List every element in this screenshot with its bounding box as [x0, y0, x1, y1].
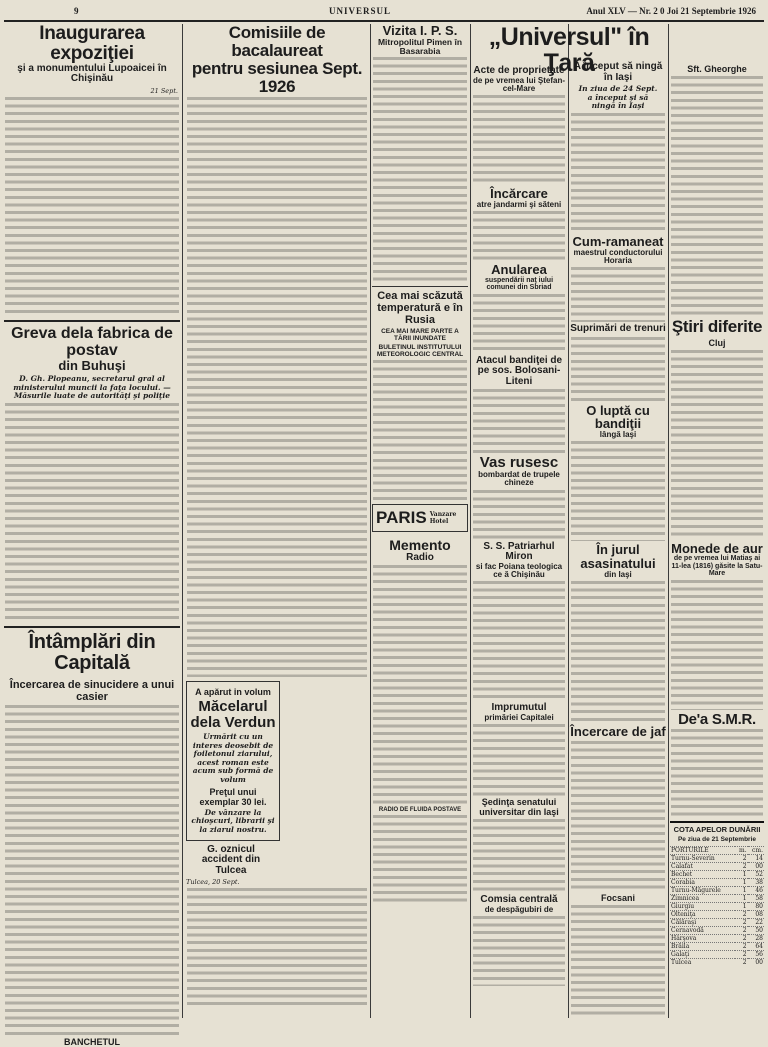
- port-name-cell: Bechet: [670, 871, 735, 879]
- port-name-cell: Olteniţa: [670, 911, 735, 919]
- port-name-cell: Calafat: [670, 863, 735, 871]
- subheadline-expozitie: şi a monumentului Lupoaicei în Chişinău: [17, 62, 167, 85]
- table-row: [670, 879, 764, 887]
- article-body-placeholder: [373, 565, 467, 805]
- subheadline-lupta: lângă Iaşi: [599, 430, 637, 440]
- headline-ninge: A început să ningă în Iaşi: [573, 61, 663, 83]
- port-name-cell: Zimnicea: [670, 895, 735, 903]
- port-name-cell: Turnu-Severin: [670, 855, 735, 863]
- port-name-cell: Turnu-Măgurele: [670, 887, 735, 895]
- subheadline-asasinat: din Iaşi: [604, 569, 632, 579]
- level-cell: 2: [735, 927, 747, 935]
- subheadline-vizita: Mitropolitul Pimen în Basarabia: [377, 36, 463, 56]
- water-level-rows: [670, 855, 764, 967]
- level-cell: 2: [735, 911, 747, 919]
- level-cell: 58: [748, 895, 764, 903]
- headline-capitala: Întâmplări din Capitală: [28, 630, 156, 674]
- port-name-cell: Galaţi: [670, 951, 735, 959]
- book-ad-box: [186, 681, 280, 840]
- lead-greva: D. Gh. Plopeanu, secretarul gral al ministerului muncii la faţa locului. — Măsurile luate de autorităţi şi poliţie: [13, 374, 171, 401]
- article-body-placeholder: [571, 113, 665, 233]
- subheadline-incarcare: atre jandarmi şi săteni: [476, 199, 562, 209]
- level-cell: 2: [735, 935, 747, 943]
- headline-patriarh: S. S. Patriarhul Miron: [483, 540, 555, 563]
- subhead: CEA MAI MARE PARTE A TĂRII INUNDATE: [381, 328, 459, 343]
- headline-atacul: Atacul bandiţei de pe sos. Bolosani-Liteni: [475, 354, 563, 387]
- table-row: [670, 943, 764, 951]
- headline-anularea: Anularea: [491, 262, 547, 278]
- table-row: [670, 871, 764, 879]
- port-name-cell: Corabia: [670, 879, 735, 887]
- headline-bacalaureat: Comisiile de bacalaureat: [228, 23, 326, 60]
- article-body-placeholder: [187, 97, 367, 677]
- level-cell: 64: [748, 943, 764, 951]
- level-cell: 08: [748, 911, 764, 919]
- subheadline-comisia: de despăgubiri de: [484, 904, 554, 914]
- divider: [4, 320, 180, 322]
- level-cell: 2: [735, 863, 747, 871]
- footer-heading: BANCHETUL: [64, 1037, 120, 1047]
- table-header: PORTURILE: [670, 847, 735, 855]
- article-body-placeholder: [373, 57, 467, 282]
- level-cell: 52: [748, 871, 764, 879]
- subheadline-radio: Radio: [406, 551, 434, 563]
- subheadline-horaria: maestrul conductorului Horaria: [573, 247, 663, 265]
- ad-text: Urmărit cu un interes deosebit de foiletonul ziarului, acest roman este acum sub formă de volum: [192, 731, 274, 784]
- dateline: Tulcea, 20 Sept.: [186, 878, 240, 886]
- level-cell: 56: [748, 951, 764, 959]
- article-body-placeholder: [5, 705, 179, 1035]
- headline-sedinta: Şedinţa senatului universitar din Iaşi: [479, 797, 559, 817]
- issue-line: Anul XLV — Nr. 2 0 Joi 21 Septembrie 1926: [586, 6, 756, 16]
- paris-ad-title: PARIS: [376, 508, 427, 528]
- headline-universul-in-tara: „Universul" în Ţară: [488, 23, 650, 78]
- divider: [372, 286, 468, 287]
- level-cell: 80: [748, 903, 764, 911]
- article-body-placeholder: [571, 441, 665, 541]
- article-body-placeholder: [571, 267, 665, 322]
- dateline: 21 Sept.: [150, 86, 178, 95]
- column-3: [372, 24, 468, 1020]
- level-cell: 1: [735, 895, 747, 903]
- article-body-placeholder: [571, 741, 665, 891]
- subhead: BULETINUL INSTITUTULUI METEOROLOGIC CENTRAL: [376, 344, 464, 359]
- table-row: [670, 919, 764, 927]
- port-name-cell: Tulcea: [670, 959, 735, 967]
- article-body-placeholder: [571, 581, 665, 723]
- article-body-placeholder: [671, 580, 763, 710]
- article-body-placeholder: [671, 76, 763, 316]
- column-rule: [668, 24, 669, 1018]
- table-row: [670, 863, 764, 871]
- column-5: [570, 62, 666, 1020]
- article-body-placeholder: [373, 360, 467, 500]
- article-body-placeholder: [571, 905, 665, 1015]
- subhead-focsani: Focsani: [600, 892, 635, 903]
- table-row: [670, 927, 764, 935]
- table-row: [670, 911, 764, 919]
- headline-expozitie: Inaugurarea expoziţiei: [39, 23, 145, 64]
- level-cell: 1: [735, 903, 747, 911]
- level-cell: 1: [735, 879, 747, 887]
- level-cell: 1: [735, 887, 747, 895]
- article-body-placeholder: [671, 350, 763, 540]
- column-2: [186, 24, 368, 1020]
- subhead-sft-gheorghe: Sft. Gheorghe: [687, 64, 747, 74]
- table-row: [670, 895, 764, 903]
- subheadline-casier: Încercarea de sinucidere a unui casier: [9, 678, 175, 703]
- subheadline-patriarh: si fac Poiana teologica ce ă Chişinău: [475, 561, 563, 580]
- article-body-placeholder: [5, 403, 179, 621]
- level-cell: 00: [748, 863, 764, 871]
- headline-imprumutul: Imprumutul: [491, 702, 547, 714]
- level-cell: 2: [735, 943, 747, 951]
- table-row: [670, 855, 764, 863]
- headline-smr: De'a S.M.R.: [678, 710, 756, 728]
- headline-vizita: Vizita I. P. S.: [382, 23, 458, 38]
- headline-cum-ramaneat: Cum-ramaneat: [572, 233, 664, 249]
- port-name-cell: Cernavodă: [670, 927, 735, 935]
- article-body-placeholder: [187, 888, 367, 1008]
- article-body-placeholder: [571, 337, 665, 402]
- level-cell: 2: [735, 951, 747, 959]
- headline-stiri-diferite: Ştiri diferite: [671, 317, 763, 336]
- subheadline-acte: de pe vremea lui Ştefan-cel-Mare: [472, 75, 566, 93]
- subhead-cota-apelor: COTA APELOR DUNĂRII: [673, 825, 761, 835]
- column-rule: [470, 24, 471, 1018]
- table-header: cm.: [748, 847, 764, 855]
- level-cell: 50: [748, 927, 764, 935]
- headline-monede: Monede de aur: [671, 540, 763, 556]
- level-cell: 28: [748, 935, 764, 943]
- headline-vas: Vas rusesc: [479, 454, 559, 472]
- level-cell: 22: [748, 919, 764, 927]
- ad-headline: Măcelarul dela Verdun: [190, 698, 276, 732]
- lead-ninge: In ziua de 24 Sept. a început şi să ningă în Iaşi: [578, 84, 658, 111]
- level-cell: 00: [748, 959, 764, 967]
- subheadline-greva: din Buhuşi: [58, 358, 126, 374]
- article-body-placeholder: [671, 729, 763, 819]
- headline-asasinat: În jurul asasinatului: [580, 542, 656, 572]
- port-name-cell: Brăila: [670, 943, 735, 951]
- table-row: [670, 959, 764, 967]
- ad-sale: De vânzare la chioşcuri, librarii şi la ziarul nostru.: [191, 807, 275, 834]
- level-cell: 2: [735, 855, 747, 863]
- column-rule: [182, 24, 183, 1018]
- subhead: RADIO DE FLUIDA POSTAVE: [378, 807, 462, 814]
- headline-temperatura: Cea mai scăzută temperatură e în Rusia: [377, 290, 463, 326]
- subheadline-vas: bombardat de trupele chineze: [478, 469, 560, 488]
- page-number: 9: [74, 6, 79, 16]
- table-row: [670, 951, 764, 959]
- subheadline-monede: de pe vremea lui Matiaş ai 11-lea (1816) găsite la Satu-Mare: [671, 555, 763, 578]
- level-cell: 46: [748, 887, 764, 895]
- headline-greva: Greva dela fabrica de postav: [11, 324, 173, 359]
- article-body-placeholder: [5, 97, 179, 315]
- headline-suprimari: Suprimări de trenuri: [570, 323, 666, 335]
- level-cell: 14: [748, 855, 764, 863]
- water-level-table: [670, 846, 764, 966]
- article-body-placeholder: [373, 815, 467, 905]
- level-cell: 38: [748, 879, 764, 887]
- port-name-cell: Călăraşi: [670, 919, 735, 927]
- headline-lupta: O luptă cu bandiţii: [586, 402, 650, 432]
- subhead-cota-date: Pe ziua de 21 Septembrie: [677, 836, 757, 844]
- table-header: m.: [735, 847, 747, 855]
- table-row: [670, 935, 764, 943]
- table-row: [670, 903, 764, 911]
- subheadline-anularea: suspendării naţ iului comunei din Sbriad: [484, 276, 554, 292]
- headline-comisia: Comsia centrală: [480, 894, 558, 906]
- column-1: [4, 23, 180, 1047]
- masthead: [4, 4, 764, 22]
- level-cell: 2: [735, 959, 747, 967]
- ad-kicker: A apărut in volum: [195, 687, 271, 698]
- subheadline-bacalaureat: pentru sesiunea Sept. 1926: [191, 58, 363, 96]
- paris-ad-text: Vanzare Hotel: [429, 511, 457, 526]
- port-name-cell: Hârşova: [670, 935, 735, 943]
- subhead-cluj: Cluj: [708, 337, 726, 348]
- table-row: [670, 887, 764, 895]
- headline-accident: G. oznicul accident din Tulcea: [201, 843, 261, 876]
- column-rule: [370, 24, 371, 1018]
- divider: [670, 821, 764, 823]
- level-cell: 2: [735, 919, 747, 927]
- headline-jaf: Încercare de jaf: [570, 724, 666, 740]
- ad-price: Preţul unui exemplar 30 lei.: [199, 786, 267, 807]
- headline-incarcare: Încărcare: [490, 186, 548, 202]
- headline-memento: Memento: [389, 537, 451, 554]
- port-name-cell: Giurgiu: [670, 903, 735, 911]
- level-cell: 1: [735, 871, 747, 879]
- headline-acte: Acte de proprietate: [473, 65, 565, 76]
- paper-name: UNIVERSUL: [329, 6, 392, 16]
- subheadline-imprumutul: primăriei Capitalei: [484, 712, 554, 722]
- paris-ad-box: [372, 504, 468, 532]
- column-6: [670, 62, 764, 1020]
- divider: [4, 626, 180, 628]
